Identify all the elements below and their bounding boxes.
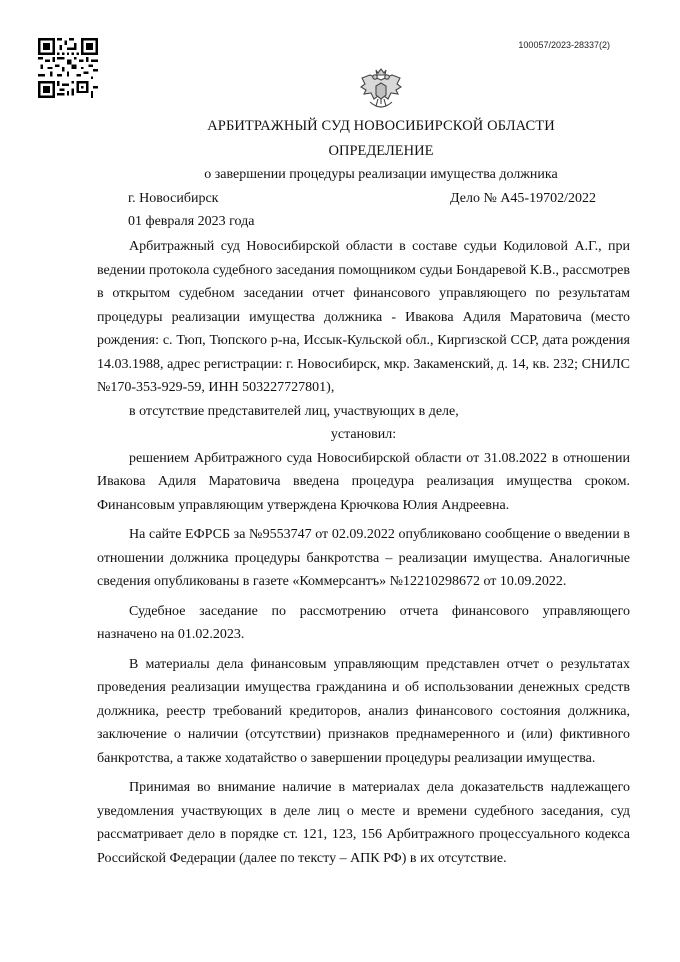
city: г. Новосибирск [128,191,219,206]
case-number: Дело № А45-19702/2022 [450,191,596,206]
established-heading: установил: [330,427,397,442]
russia-coat-of-arms-icon [356,66,406,116]
paragraph-hearing: Судебное заседание по рассмотрению отчета финансового управляющего назначено на 01.02.2023. [97,603,630,642]
document-body [97,235,630,870]
qr-code-icon [38,38,98,98]
paragraph-materials: В материалы дела финансовым управляющим представлен отчет о результатах проведения реализации имущества гражданина и об использовании денежных средств должника, реестр требований кредиторов, анализ финансового состояния должника, заключение о наличии (отсутствии) признаков преднамеренного и (или) фиктивного банкротства, а также ходатайство о завершении процедуры реализации имущества. [97,656,630,766]
document-date: 01 февраля 2023 года [128,214,255,229]
document-id: 100057/2023-28337(2) [518,40,610,50]
paragraph-publication: На сайте ЕФРСБ за №9553747 от 02.09.2022 опубликовано сообщение о введении в отношении должника процедуры банкротства – реализации имущества. Аналогичные сведения опубликованы в газете «Коммерсантъ» №12210298672 от 10.09.2022. [97,527,630,589]
document-subject: о завершении процедуры реализации имущества должника [204,167,558,182]
paragraph-decision: решением Арбитражного суда Новосибирской области от 31.08.2022 в отношении Ивакова Адиля Маратовича введена процедура реализация имущества сроком. Финансовым управляющим утверждена Крючкова Юлия Андреевна. [97,450,630,513]
paragraph-notice: Принимая во внимание наличие в материалах дела доказательств надлежащего уведомления участвующих в деле лиц о месте и времени судебного заседания, суд рассматривает дело в порядке ст. 121, 123, 156 Арбитражного процессуального кодекса Российской Федерации (далее по тексту – АПК РФ) в их отсутствие. [97,780,630,866]
paragraph-absence: в отсутствие представителей лиц, участвующих в деле, [129,403,459,419]
court-name: АРБИТРАЖНЫЙ СУД НОВОСИБИРСКОЙ ОБЛАСТИ [207,118,555,134]
document-type: ОПРЕДЕЛЕНИЕ [328,143,434,159]
paragraph-intro: Арбитражный суд Новосибирской области в составе судьи Кодиловой А.Г., при ведении протокола судебного заседания помощником судьи Бондаревой К.В., рассмотрев в открытом судебном заседании отчет финансового управляющего по результатам процедуры реализации имущества должника - Ивакова Адиля Маратовича (место рождения: с. Тюп, Тюпского р-на, Иссык-Кульской обл., Киргизской ССР, дата рождения 14.03.1988, адрес регистрации: г. Новосибирск, мкр. Закаменский, д. 14, кв. 232; СНИЛС №170-353-929-59, ИНН 503227727801), [97,239,630,395]
